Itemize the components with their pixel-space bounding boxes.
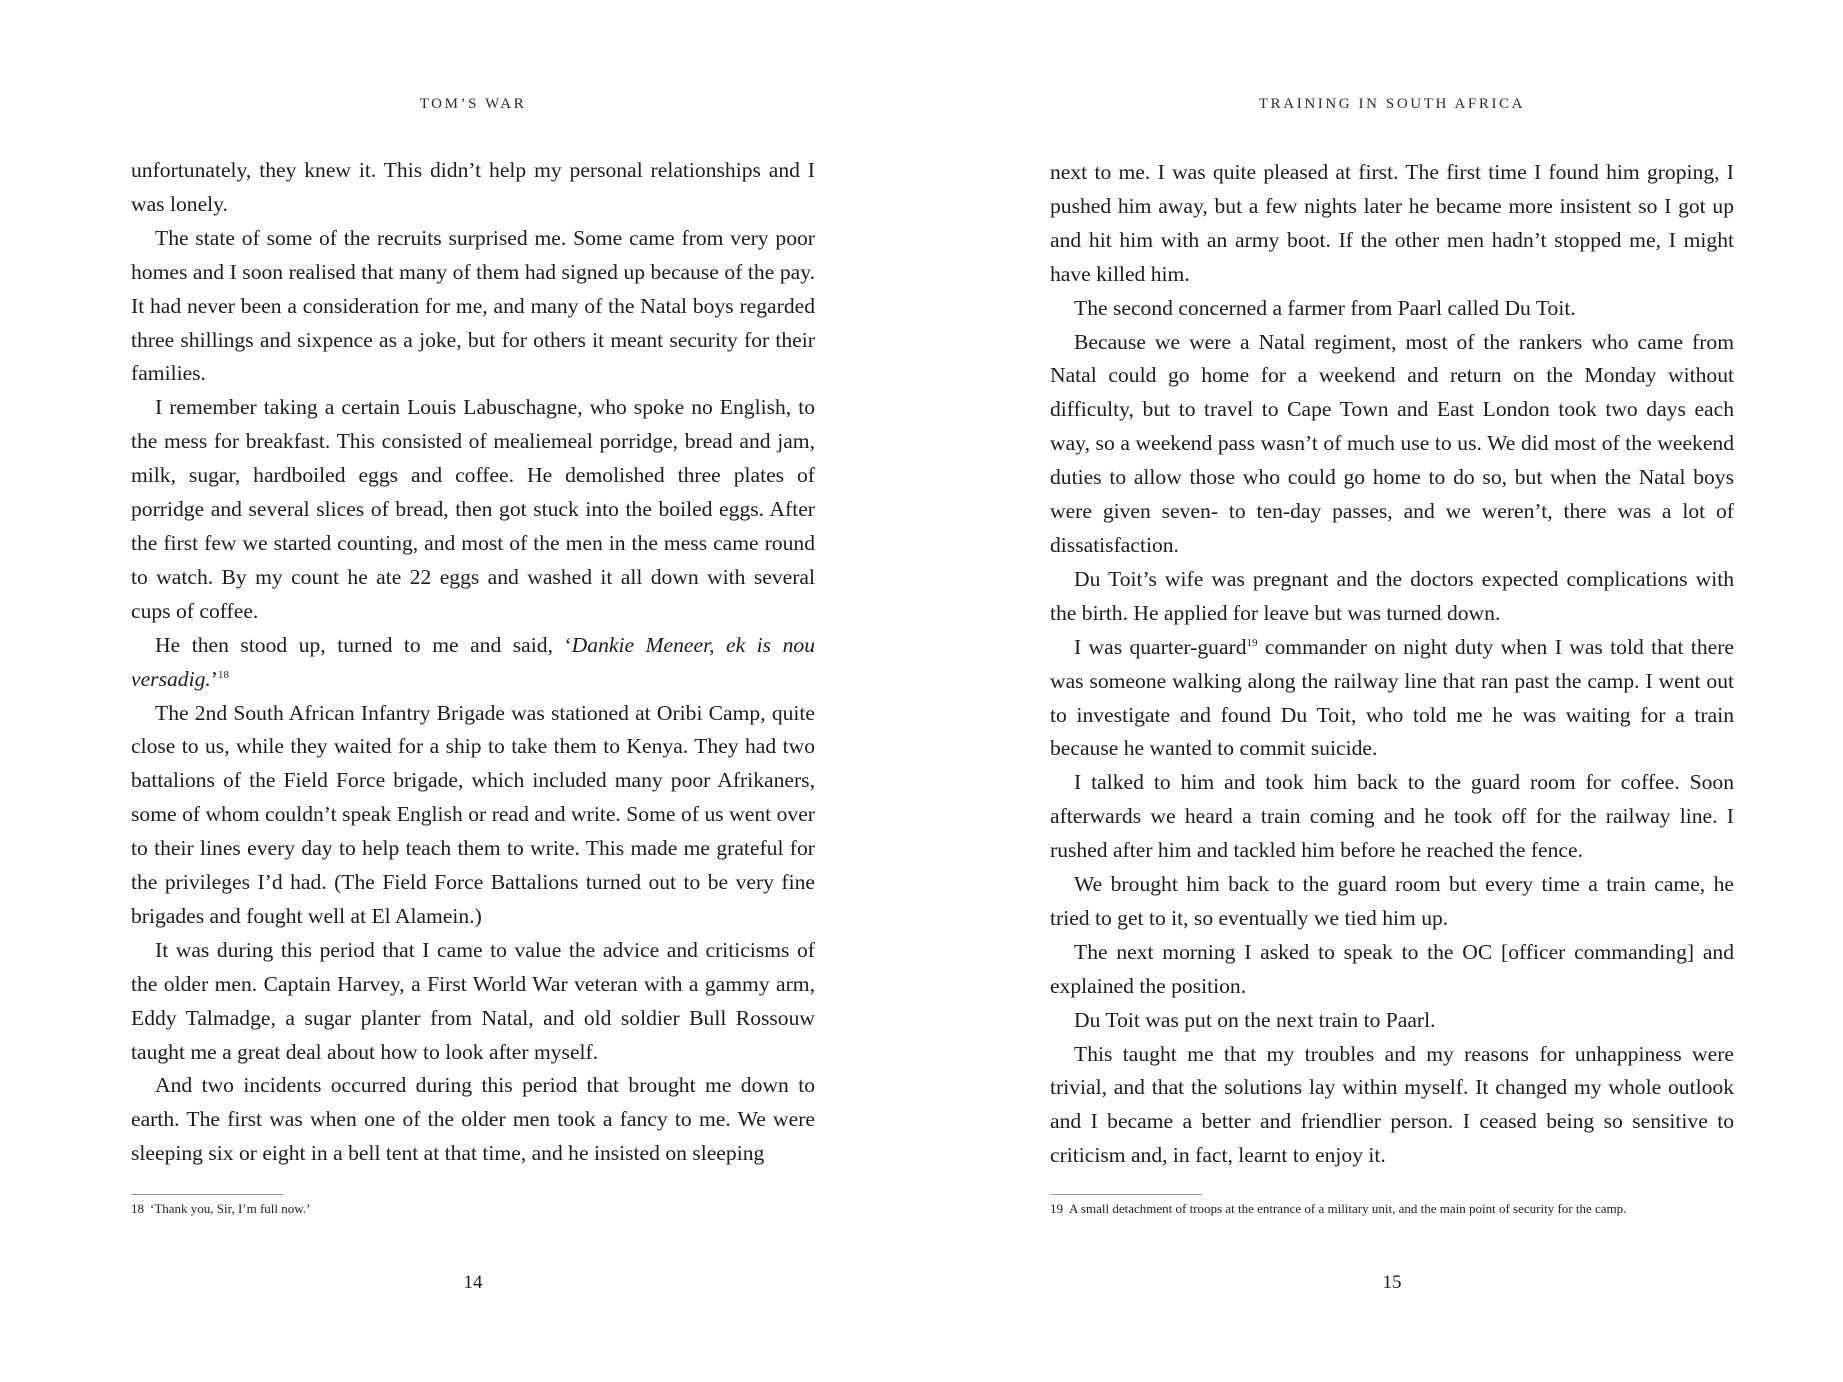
footnote-divider (131, 1194, 283, 1195)
footnote-18 (131, 1200, 815, 1218)
quote-close: ’ (210, 666, 218, 691)
footnote-ref-18[interactable]: 18 (217, 668, 229, 681)
paragraph: This taught me that my troubles and my reasons for unhappiness were trivial, and that the solutions lay within myself. It changed my whole outlook and I became a better and friendlier person. I ceased being so sensitive to criticism and, in fact, learnt to enjoy it. (1050, 1041, 1734, 1168)
paragraph: unfortunately, they knew it. This didn’t help my personal relationships and I was lonely. (131, 158, 815, 216)
paragraph: The state of some of the recruits surprised me. Some came from very poor homes and I soon realised that many of them had signed up because of the pay. It had never been a consideration for me, and many of the Natal boys regarded three shillings and sixpence as a joke, but for others it meant security for their families. (131, 225, 815, 386)
paragraph: I talked to him and took him back to the guard room for coffee. Soon afterwards we heard a train coming and he took off for the railway line. I rushed after him and tackled him before he reached the fence. (1050, 770, 1734, 863)
left-page (131, 0, 815, 1382)
quote-lead: He then stood up, turned to me and said, ‘ (155, 632, 572, 657)
paragraph: Because we were a Natal regiment, most of the rankers who came from Natal could go home for a weekend and return on the Monday without difficulty, but to travel to Cape Town and East London took two days each way, so a weekend pass wasn’t of much use to us. We did most of the weekend duties to allow those who could go home to do so, but when the Natal boys were given seven- to ten-day passes, and we weren’t, there was a lot of dissatisfaction. (1050, 329, 1734, 557)
paragraph: It was during this period that I came to value the advice and criticisms of the older men. Captain Harvey, a First World War veteran with a gammy arm, Eddy Talmadge, a sugar planter from Natal, and old soldier Bull Rossouw taught me a great deal about how to look after myself. (131, 937, 815, 1064)
paragraph: Du Toit’s wife was pregnant and the doctors expected complications with the birth. He applied for leave but was turned down. (1050, 566, 1734, 625)
paragraph: Du Toit was put on the next train to Paarl. (1074, 1007, 1436, 1032)
footnote-number: 18 (131, 1201, 144, 1216)
footnote-divider (1050, 1194, 1202, 1195)
guard-rest: commander on night duty when I was told that there was someone walking along the railway line that ran past the camp. I went out to investigate and found Du Toit, who told me he was waiting for a train because he wanted to commit suicide. (1050, 634, 1734, 761)
left-body-text (131, 154, 815, 1171)
paragraph: next to me. I was quite pleased at first. The first time I found him groping, I pushed him away, but a few nights later he became more insistent so I got up and hit him with an army boot. If the other men hadn’t stopped me, I might have killed him. (1050, 160, 1734, 286)
footnote-ref-19[interactable]: 19 (1246, 636, 1258, 649)
paragraph: I remember taking a certain Louis Labuschagne, who spoke no English, to the mess for breakfast. This consisted of mealiemeal porridge, bread and jam, milk, sugar, hardboiled eggs and coffee. He demolished three plates of porridge and several slices of bread, then got stuck into the boiled eggs. After the first few we started counting, and most of the men in the mess came round to watch. By my count he ate 22 eggs and washed it all down with several cups of coffee. (131, 395, 815, 623)
page-number-right: 15 (1382, 1272, 1402, 1293)
guard-paragraph (1050, 631, 1734, 767)
afrikaans-quote: Dankie Meneer, ek is nou versadig. (131, 632, 815, 691)
paragraph: The second concerned a farmer from Paarl called Du Toit. (1074, 295, 1576, 320)
running-head-right: TRAINING IN SOUTH AFRICA (1258, 96, 1526, 112)
running-head-left: TOM’S WAR (419, 96, 527, 112)
paragraph: The next morning I asked to speak to the OC [officer commanding] and explained the position. (1050, 939, 1734, 998)
quote-paragraph (131, 629, 815, 697)
paragraph: The 2nd South African Infantry Brigade was stationed at Oribi Camp, quite close to us, while they waited for a ship to take them to Kenya. They had two battalions of the Field Force brigade, which included many poor Afrikaners, some of whom couldn’t speak English or read and write. Some of us went over to their lines every day to help teach them to write. This made me grateful for the privileges I’d had. (The Field Force Battalions turned out to be very fine brigades and fought well at El Alamein.) (131, 700, 815, 928)
footnote-text: A small detachment of troops at the entrance of a military unit, and the main point of security for the camp. (1069, 1201, 1627, 1216)
right-page (1050, 0, 1734, 1382)
paragraph: We brought him back to the guard room but every time a train came, he tried to get to it, so eventually we tied him up. (1050, 872, 1734, 930)
footnote-text: ‘Thank you, Sir, I’m full now.’ (150, 1201, 311, 1216)
right-body-text (1050, 156, 1734, 1173)
paragraph: And two incidents occurred during this period that brought me down to earth. The first was when one of the older men took a fancy to me. We were sleeping six or eight in a bell tent at that time, and he insisted on sleeping (131, 1073, 815, 1166)
footnote-number: 19 (1050, 1201, 1063, 1216)
page-number-left: 14 (463, 1272, 483, 1293)
guard-lead: I was quarter-guard (1074, 634, 1247, 659)
footnote-19 (1050, 1200, 1734, 1218)
